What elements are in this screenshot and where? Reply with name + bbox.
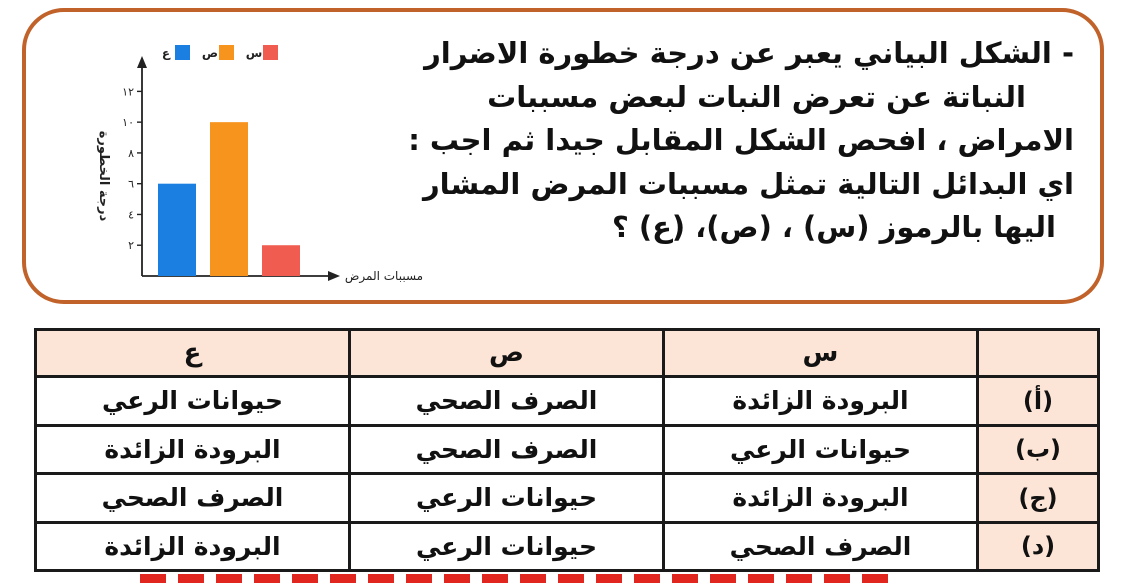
table-cell: حيوانات الرعي	[36, 377, 350, 426]
y-axis-arrow	[137, 56, 147, 68]
table-cell: البرودة الزائدة	[664, 377, 978, 426]
options-table	[34, 328, 1100, 572]
y-tick-label: ١٢	[122, 85, 134, 99]
table-cell: حيوانات الرعي	[350, 522, 664, 571]
question-line: - الشكل البياني يعبر عن درجة خطورة الاضرار	[424, 36, 1074, 70]
table-cell: حيوانات الرعي	[350, 474, 664, 523]
table-cell: الصرف الصحي	[350, 425, 664, 474]
table-cell: الصرف الصحي	[664, 522, 978, 571]
y-tick-label: ١٠	[122, 116, 134, 130]
question-line: اليها بالرموز (س) ، (ص)، (ع) ؟	[611, 210, 1056, 244]
table-row[interactable]	[36, 474, 1099, 523]
legend-label: ص	[201, 46, 219, 60]
y-tick-label: ٨	[128, 146, 134, 160]
header-blank	[978, 330, 1099, 377]
header-s: س	[664, 330, 978, 377]
table-row[interactable]	[36, 377, 1099, 426]
legend-label: س	[245, 46, 263, 60]
legend-swatch	[175, 45, 190, 60]
cropped-red-text	[140, 574, 900, 583]
bar-3	[262, 245, 300, 276]
y-tick-label: ٢	[128, 239, 134, 253]
x-axis-arrow	[328, 271, 340, 281]
question-box	[22, 8, 1104, 304]
y-tick-label: ٦	[128, 177, 134, 191]
table-cell: البرودة الزائدة	[664, 474, 978, 523]
bar-2	[210, 122, 248, 276]
option-letter[interactable]: (ج)	[978, 474, 1099, 523]
header-ain: ع	[36, 330, 350, 377]
chart-svg	[66, 30, 436, 298]
table-cell: الصرف الصحي	[36, 474, 350, 523]
legend-label: ع	[161, 46, 171, 60]
question-line: اي البدائل التالية تمثل مسببات المرض المشار	[422, 166, 1074, 201]
table-row[interactable]	[36, 522, 1099, 571]
legend-swatch	[263, 45, 278, 60]
y-axis-label: درجة الخطورة	[96, 130, 111, 222]
option-letter[interactable]: (د)	[978, 522, 1099, 571]
table-cell: البرودة الزائدة	[36, 522, 350, 571]
question-text	[408, 32, 1074, 250]
option-letter[interactable]: (ب)	[978, 425, 1099, 474]
table-cell: البرودة الزائدة	[36, 425, 350, 474]
table-row[interactable]	[36, 425, 1099, 474]
table-cell: حيوانات الرعي	[664, 425, 978, 474]
y-tick-label: ٤	[128, 208, 134, 222]
header-sad: ص	[350, 330, 664, 377]
x-axis-label: مسببات المرض	[344, 269, 424, 283]
bar-chart	[66, 30, 436, 298]
table-cell: الصرف الصحي	[350, 377, 664, 426]
legend-swatch	[219, 45, 234, 60]
question-line: النباتة عن تعرض النبات لبعض مسببات	[487, 79, 1026, 114]
question-line: الامراض ، افحص الشكل المقابل جيدا ثم اجب :	[408, 123, 1074, 157]
table-header-row	[36, 330, 1099, 377]
option-letter[interactable]: (أ)	[978, 377, 1099, 426]
bar-1	[158, 184, 196, 276]
